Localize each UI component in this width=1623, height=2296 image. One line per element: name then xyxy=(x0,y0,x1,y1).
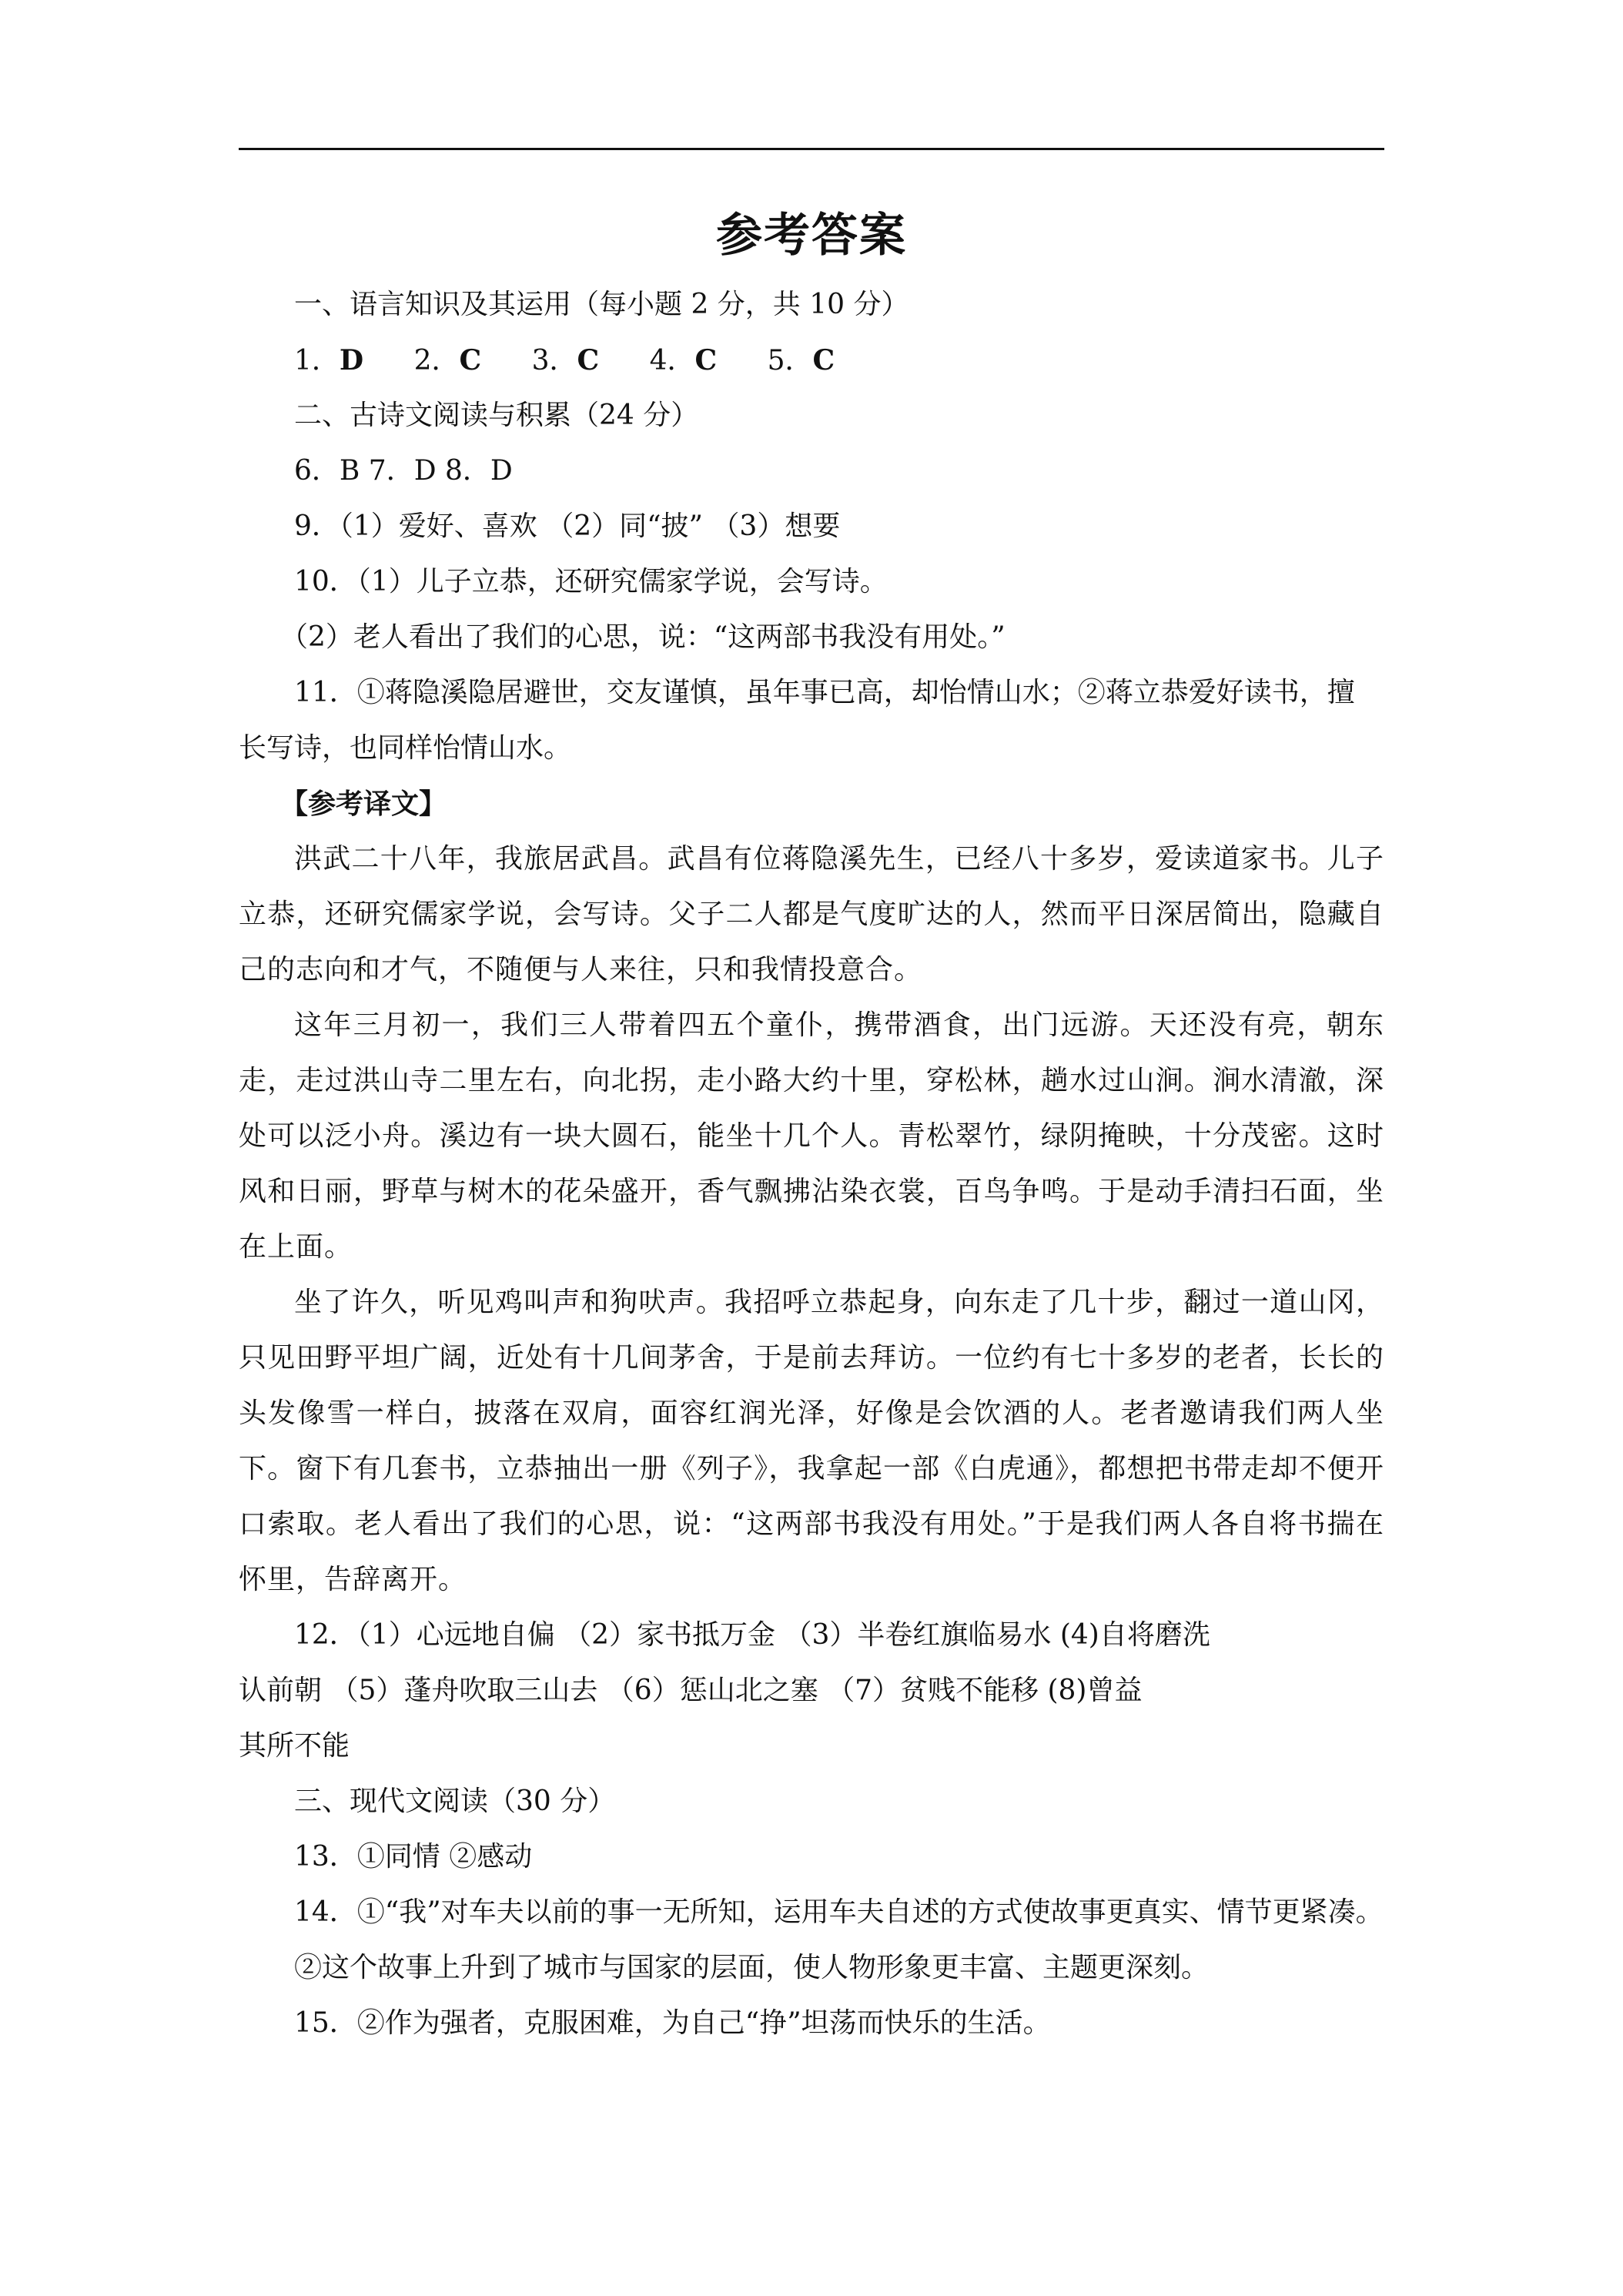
translation-paragraph-2: 这年三月初一，我们三人带着四五个童仆，携带酒食，出门远游。天还没有亮，朝东走，走过洪山寺二里左右，向北拐，走小路大约十里，穿松林，趟水过山涧。涧水清澈，深处可以泛小舟。溪边有一块大圆石，能坐十几个人。青松翠竹，绿阴掩映，十分茂密。这时风和日丽，野草与树木的花朵盛开，香气飘拂沾染衣裳，百鸟争鸣。于是动手清扫石面，坐在上面。 xyxy=(239,1009,1384,1263)
section-1-header: 一、语言知识及其运用（每小题 2 分，共 10 分） xyxy=(294,289,909,320)
translation-paragraph-1: 洪武二十八年，我旅居武昌。武昌有位蒋隐溪先生，已经八十多岁，爱读道家书。儿子立恭，还研究儒家学说，会写诗。父子二人都是气度旷达的人，然而平日深居简出，隐藏自己的志向和才气，不随便与人来往，只和我情投意合。 xyxy=(239,843,1384,986)
answer-12-line-2: 认前朝 （5）蓬舟吹取三山去 （6）惩山北之塞 （7）贫贱不能移 (8)曾益 xyxy=(239,1675,1143,1706)
answer-1: 1．D xyxy=(294,344,364,377)
answer-11-line-2: 长写诗，也同样怡情山水。 xyxy=(239,732,572,764)
section-2-header: 二、古诗文阅读与积累（24 分） xyxy=(294,400,699,431)
answer-14-line-1: 14．①“我”对车夫以前的事一无所知，运用车夫自述的方式使故事更真实、情节更紧凑。 xyxy=(294,1896,1384,1928)
answer-3: 3．C xyxy=(531,344,600,377)
answer-11-line-1: 11．①蒋隐溪隐居避世，交友谨慎，虽年事已高，却怡情山水；②蒋立恭爱好读书，擅 xyxy=(294,677,1355,708)
answer-4: 4．C xyxy=(649,344,718,377)
translation-paragraph-3: 坐了许久，听见鸡叫声和狗吠声。我招呼立恭起身，向东走了几十步，翻过一道山冈，只见田野平坦广阔，近处有十几间茅舍，于是前去拜访。一位约有七十多岁的老者，长长的头发像雪一样白，披落在双肩，面容红润光泽，好像是会饮酒的人。老者邀请我们两人坐下。窗下有几套书，立恭抽出一册《列子》，我拿起一部《白虎通》，都想把书带走却不便开口索取。老人看出了我们的心思，说：“这两部书我没有用处。”于是我们两人各自将书揣在怀里，告辞离开。 xyxy=(239,1287,1384,1595)
answer-12-line-3: 其所不能 xyxy=(239,1730,350,1762)
section-3-header: 三、现代文阅读（30 分） xyxy=(294,1786,616,1817)
answer-10-part-1: 10．（1）儿子立恭，还研究儒家学说，会写诗。 xyxy=(294,566,888,597)
answer-9: 9．（1）爱好、喜欢 （2）同“披” （3）想要 xyxy=(294,510,841,542)
answers-6-to-8: 6．B 7．D 8．D xyxy=(294,455,513,487)
answer-12-line-1: 12．（1）心远地自偏 （2）家书抵万金 （3）半卷红旗临易水 (4)自将磨洗 xyxy=(294,1619,1210,1651)
answer-14-line-2: ②这个故事上升到了城市与国家的层面，使人物形象更丰富、主题更深刻。 xyxy=(294,1952,1210,1983)
answer-15: 15．②作为强者，克服困难，为自己“挣”坦荡而快乐的生活。 xyxy=(294,2007,1051,2039)
answer-5: 5．C xyxy=(767,344,835,377)
translation-header: 【参考译文】 xyxy=(280,788,447,820)
answer-10-part-2: （2）老人看出了我们的心思，说：“这两部书我没有用处。” xyxy=(280,621,1006,653)
answer-13: 13．①同情 ②感动 xyxy=(294,1841,533,1873)
answer-2: 2．C xyxy=(413,344,482,377)
page-title: 参考答案 xyxy=(716,209,907,263)
top-divider-line xyxy=(239,148,1384,150)
answer-content xyxy=(239,277,1384,2051)
section-1-answers xyxy=(239,333,1384,388)
